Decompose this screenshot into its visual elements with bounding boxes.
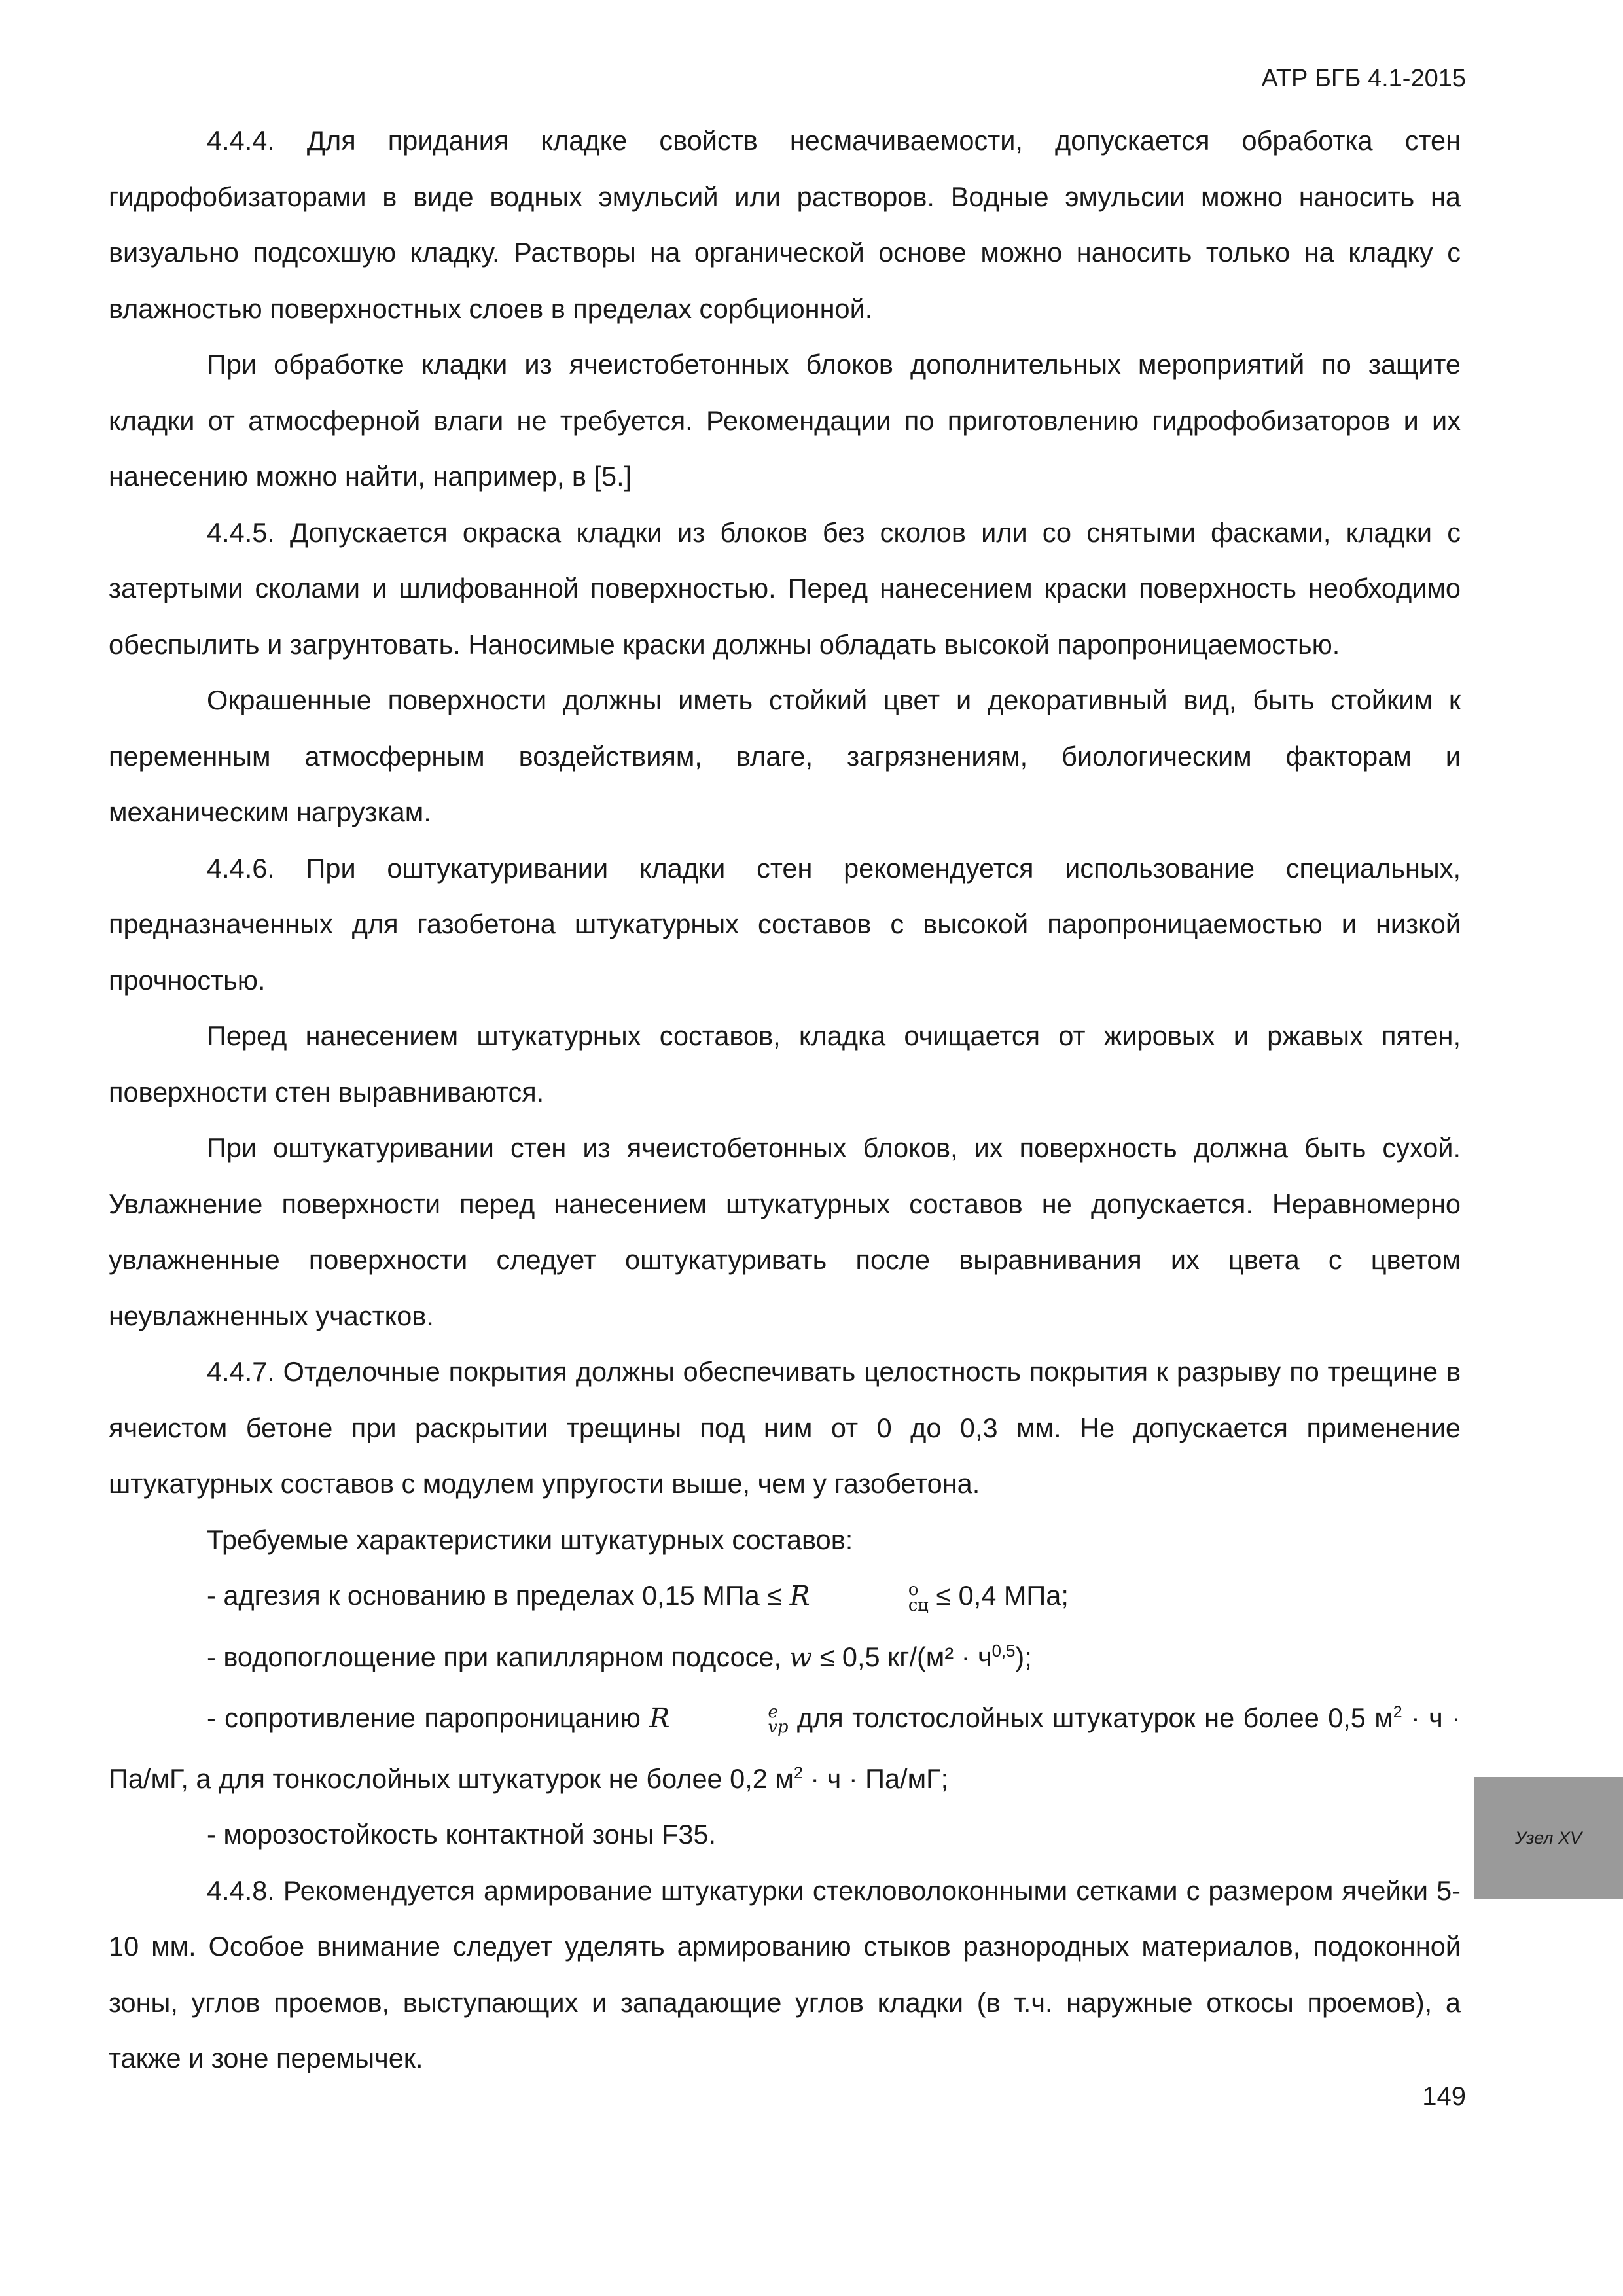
paragraph-4-4-7: 4.4.7. Отделочные покрытия должны обеспечивать целостность покрытия к разрыву по трещине в ячеистом бетоне при раскрытии трещины под ним от 0 до 0,3 мм. Не допускается применение штукатурных составов с модулем упругости выше, чем у газобетона. [109, 1356, 1461, 1499]
math-r-vapor: R e vp [649, 1701, 789, 1738]
document-code: АТР БГБ 4.1-2015 [1261, 65, 1466, 92]
paragraph-painted-surfaces: Окрашенные поверхности должны иметь стойкий цвет и декоративный вид, быть стойким к переменным атмосферным воздействиям, влаге, загрязнениям, биологическим факторам и механическим нагрузкам. [109, 685, 1461, 827]
section-tab [1474, 1777, 1623, 1899]
list-item-adhesion: - адгезия к основанию в пределах 0,15 МПа ≤ R о сц ≤ 0,4 МПа; [207, 1579, 1069, 1615]
math-r-adhesion: R о сц [789, 1579, 929, 1615]
paragraph-cleaning: Перед нанесением штукатурных составов, кладка очищается от жировых и ржавых пятен, поверхности стен выравниваются. [109, 1020, 1461, 1107]
paragraph-4-4-6: 4.4.6. При оштукатуривании кладки стен рекомендуется использование специальных, предназначенных для газобетона штукатурных составов с высокой паропроницаемостью и низкой прочностью. [109, 852, 1461, 996]
list-item-water-absorption: - водопоглощение при капиллярном подсосе, w ≤ 0,5 $кг/(м^2 \cdot ч^{0,5})$; [207, 1640, 1032, 1673]
paragraph-4-4-8: 4.4.8. Рекомендуется армирование штукатурки стекловолоконными сетками с размером ячейки 5-10 мм. Особое внимание следует уделять армированию стыков разнородных материалов, подоконной зоны, углов проемов, выступающих и западающие углов кладки (в т.ч. наружные откосы проемов), а также и зоне перемычек. [109, 1874, 1461, 2074]
paragraph-4-4-4: 4.4.4. Для придания кладке свойств несмачиваемости, допускается обработка стен гидрофобизаторами в виде водных эмульсий или растворов. Водные эмульсии можно наносить на визуально подсохшую кладку. Растворы на органической основе можно наносить только на кладку с влажностью поверхностных слоев в пределах сорбционной. [109, 125, 1461, 324]
paragraph-hydrophobizers: При обработке кладки из ячеистобетонных блоков дополнительных мероприятий по защите кладки от атмосферной влаги не требуется. Рекомендации по приготовлению гидрофобизаторов и их нанесению можно найти, например, в [5.] [109, 349, 1461, 492]
paragraph-4-4-5: 4.4.5. Допускается окраска кладки из блоков без сколов или со снятыми фасками, кладки с затертыми сколами и шлифованной поверхностью. Перед нанесением краски поверхность необходимо обеспылить и загрунтовать. Наносимые краски должны обладать высокой паропроницаемостью. [109, 516, 1461, 660]
paragraph-dry-surface: При оштукатуривании стен из ячеистобетонных блоков, их поверхность должна быть сухой. Увлажнение поверхности перед нанесением штукатурных составов не допускается. Неравномерно увлажненные поверхности следует оштукатуривать после выравнивания их цвета с цветом неувлажненных участков. [109, 1132, 1461, 1331]
paragraph-requirements-intro: Требуемые характеристики штукатурных составов: [207, 1524, 853, 1555]
section-tab-label: Узел XV [1514, 1827, 1582, 1848]
page-body [109, 113, 1461, 2087]
list-item-frost-resistance: - морозостойкость контактной зоны F35. [207, 1819, 717, 1850]
page-number: 149 [1422, 2082, 1466, 2111]
list-item-vapor-resistance: - сопротивление паропроницанию R e vp для толстослойных штукатурок не более 0,5 $м^2 \cdot ч \cdot Па/мГ$, а для тонкослойных штукатурок не более 0,2 $м^2 \cdot ч \cdot Па/мГ$; [109, 1701, 1461, 1794]
